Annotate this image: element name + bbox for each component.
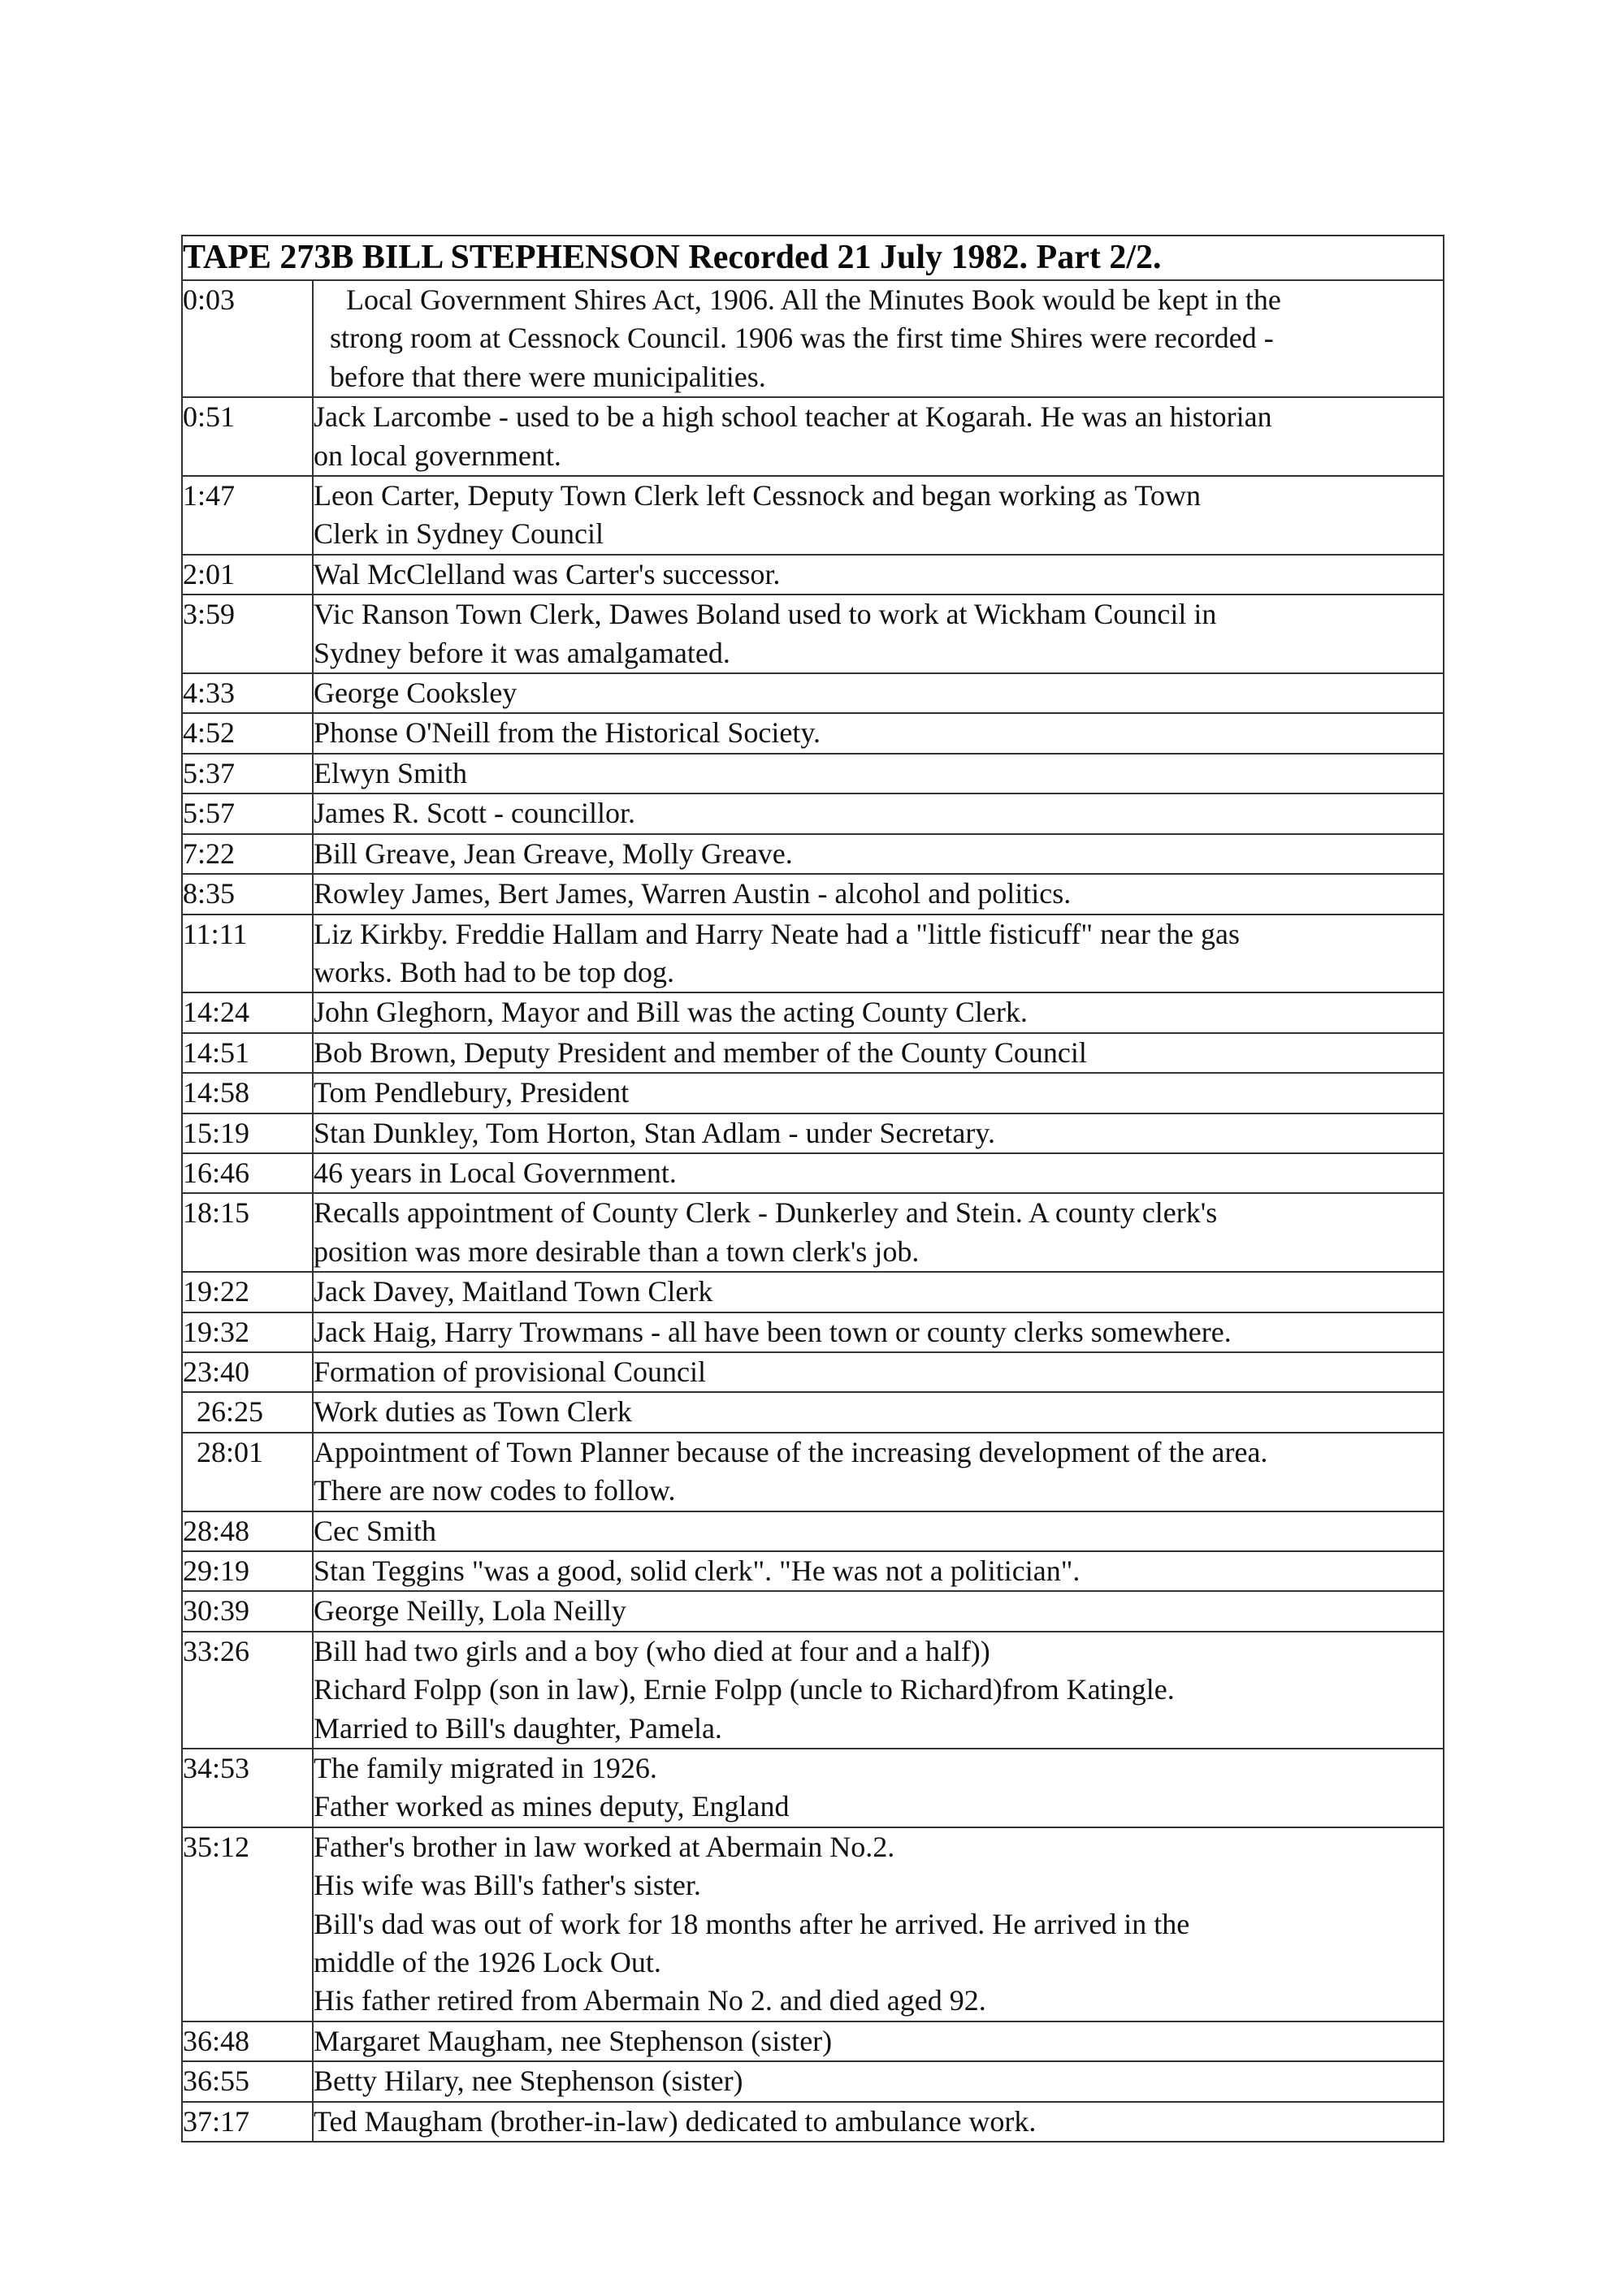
timestamp-cell: 19:22 bbox=[182, 1272, 313, 1312]
description-cell bbox=[313, 673, 1444, 713]
description-cell bbox=[313, 1591, 1444, 1631]
description-cell bbox=[313, 874, 1444, 914]
description-line: Rowley James, Bert James, Warren Austin - alcohol and politics. bbox=[314, 877, 1072, 910]
description-line: Recalls appointment of County Clerk - Dunkerley and Stein. A county clerk's bbox=[314, 1196, 1218, 1230]
table-row bbox=[182, 280, 1444, 397]
table-row bbox=[182, 915, 1444, 993]
timestamp-cell: 33:26 bbox=[182, 1632, 313, 1749]
table-row bbox=[182, 713, 1444, 753]
description-cell bbox=[313, 834, 1444, 874]
timestamp-cell: 0:51 bbox=[182, 397, 313, 476]
description-line: Betty Hilary, nee Stephenson (sister) bbox=[314, 2065, 743, 2098]
table-row bbox=[182, 874, 1444, 914]
description-line: George Neilly, Lola Neilly bbox=[314, 1594, 626, 1628]
timestamp-cell: 18:15 bbox=[182, 1193, 313, 1272]
description-cell bbox=[313, 1511, 1444, 1551]
description-line: Ted Maugham (brother-in-law) dedicated to ambulance work. bbox=[314, 2104, 1037, 2138]
description-line: works. Both had to be top dog. bbox=[314, 955, 674, 988]
timestamp-cell: 11:11 bbox=[182, 915, 313, 993]
description-cell bbox=[313, 1392, 1444, 1432]
timestamp-cell: 37:17 bbox=[182, 2102, 313, 2142]
description-cell bbox=[313, 713, 1444, 753]
description-cell bbox=[313, 1272, 1444, 1312]
timestamp-cell: 0:03 bbox=[182, 280, 313, 397]
table-row bbox=[182, 1312, 1444, 1352]
timestamp-cell: 34:53 bbox=[182, 1749, 313, 1827]
timestamp-cell: 4:52 bbox=[182, 713, 313, 753]
timestamp-cell: 19:32 bbox=[182, 1312, 313, 1352]
timestamp-cell: 5:37 bbox=[182, 754, 313, 793]
title-row bbox=[182, 236, 1444, 280]
description-cell bbox=[313, 1073, 1444, 1113]
description-line: His father retired from Abermain No 2. and died aged 92. bbox=[314, 1984, 986, 2017]
table-row bbox=[182, 1153, 1444, 1193]
timestamp-cell: 1:47 bbox=[182, 476, 313, 555]
description-cell bbox=[313, 476, 1444, 555]
table-row bbox=[182, 1272, 1444, 1312]
description-line: Appointment of Town Planner because of the increasing development of the area. bbox=[314, 1435, 1268, 1468]
table-row bbox=[182, 1193, 1444, 1272]
timestamp-cell: 23:40 bbox=[182, 1352, 313, 1392]
description-cell bbox=[313, 992, 1444, 1032]
log-entries bbox=[182, 280, 1444, 2142]
description-cell bbox=[313, 754, 1444, 793]
description-line: Bill Greave, Jean Greave, Molly Greave. bbox=[314, 837, 793, 870]
description-cell bbox=[313, 793, 1444, 833]
description-cell bbox=[313, 1749, 1444, 1827]
description-line: Richard Folpp (son in law), Ernie Folpp (uncle to Richard)from Katingle. bbox=[314, 1673, 1175, 1706]
description-cell bbox=[313, 595, 1444, 673]
description-line: There are now codes to follow. bbox=[314, 1474, 676, 1507]
timestamp-cell: 14:51 bbox=[182, 1033, 313, 1073]
description-line: Bill's dad was out of work for 18 months after he arrived. He arrived in the bbox=[314, 1907, 1190, 1940]
table-row bbox=[182, 476, 1444, 555]
timestamp-cell: 30:39 bbox=[182, 1591, 313, 1631]
description-line: middle of the 1926 Lock Out. bbox=[314, 1946, 661, 1979]
timestamp-cell: 28:48 bbox=[182, 1511, 313, 1551]
timestamp-cell: 14:58 bbox=[182, 1073, 313, 1113]
description-cell bbox=[313, 1433, 1444, 1511]
description-cell bbox=[313, 1632, 1444, 1749]
timestamp-cell: 29:19 bbox=[182, 1551, 313, 1591]
table-row bbox=[182, 992, 1444, 1032]
timestamp-cell: 2:01 bbox=[182, 555, 313, 595]
description-line: His wife was Bill's father's sister. bbox=[314, 1869, 701, 1902]
table-row bbox=[182, 595, 1444, 673]
table-row bbox=[182, 555, 1444, 595]
description-line: Stan Dunkley, Tom Horton, Stan Adlam - under Secretary. bbox=[314, 1116, 995, 1149]
description-cell bbox=[313, 1153, 1444, 1193]
description-line: Local Government Shires Act, 1906. All the Minutes Book would be kept in the bbox=[346, 283, 1281, 316]
table-row bbox=[182, 1827, 1444, 2021]
timestamp-cell: 5:57 bbox=[182, 793, 313, 833]
table-row bbox=[182, 2102, 1444, 2142]
description-line: John Gleghorn, Mayor and Bill was the acting County Clerk. bbox=[314, 996, 1028, 1029]
description-line: Work duties as Town Clerk bbox=[314, 1395, 632, 1429]
timestamp-cell: 36:48 bbox=[182, 2021, 313, 2061]
description-line: Leon Carter, Deputy Town Clerk left Cessnock and began working as Town bbox=[314, 479, 1201, 512]
description-line: Clerk in Sydney Council bbox=[314, 517, 604, 551]
timestamp-cell: 36:55 bbox=[182, 2061, 313, 2101]
description-line: Stan Teggins "was a good, solid clerk". "He was not a politician". bbox=[314, 1554, 1081, 1587]
description-line: James R. Scott - councillor. bbox=[314, 797, 635, 830]
description-line: Formation of provisional Council bbox=[314, 1355, 706, 1388]
table-row bbox=[182, 754, 1444, 793]
description-cell bbox=[313, 915, 1444, 993]
description-line: Elwyn Smith bbox=[314, 756, 468, 789]
document-title: TAPE 273B BILL STEPHENSON Recorded 21 July 1982. Part 2/2. bbox=[182, 236, 1444, 280]
description-line: Bill had two girls and a boy (who died at four and a half)) bbox=[314, 1634, 990, 1667]
description-cell bbox=[313, 1193, 1444, 1272]
description-line: Tom Pendlebury, President bbox=[314, 1076, 630, 1109]
table-row bbox=[182, 397, 1444, 476]
description-line: position was more desirable than a town clerk's job. bbox=[314, 1234, 920, 1268]
description-cell bbox=[313, 2061, 1444, 2101]
timestamp-cell: 28:01 bbox=[182, 1433, 313, 1511]
description-line: The family migrated in 1926. bbox=[314, 1752, 657, 1785]
description-cell bbox=[313, 397, 1444, 476]
table-row bbox=[182, 1632, 1444, 1749]
description-cell bbox=[313, 2021, 1444, 2061]
table-row bbox=[182, 1033, 1444, 1073]
description-line: Sydney before it was amalgamated. bbox=[314, 636, 730, 669]
description-cell bbox=[313, 1827, 1444, 2021]
table-row bbox=[182, 1511, 1444, 1551]
description-line: Liz Kirkby. Freddie Hallam and Harry Neate had a "little fisticuff" near the gas bbox=[314, 917, 1240, 950]
timestamp-cell: 3:59 bbox=[182, 595, 313, 673]
description-line: 46 years in Local Government. bbox=[314, 1156, 677, 1189]
table-row bbox=[182, 1352, 1444, 1392]
description-line: strong room at Cessnock Council. 1906 was the first time Shires were recorded - bbox=[330, 322, 1274, 355]
description-cell bbox=[313, 555, 1444, 595]
description-line: George Cooksley bbox=[314, 677, 518, 710]
timestamp-cell: 8:35 bbox=[182, 874, 313, 914]
description-line: Bob Brown, Deputy President and member of the County Council bbox=[314, 1036, 1087, 1069]
description-line: Cec Smith bbox=[314, 1514, 436, 1547]
description-cell bbox=[313, 1352, 1444, 1392]
timestamp-cell: 4:33 bbox=[182, 673, 313, 713]
description-line: Jack Larcombe - used to be a high school teacher at Kogarah. He was an historian bbox=[314, 400, 1272, 434]
description-line: Jack Davey, Maitland Town Clerk bbox=[314, 1275, 713, 1308]
description-cell bbox=[313, 1312, 1444, 1352]
description-line: on local government. bbox=[314, 439, 561, 472]
table-row bbox=[182, 834, 1444, 874]
description-line: Wal McClelland was Carter's successor. bbox=[314, 557, 781, 590]
timestamp-cell: 35:12 bbox=[182, 1827, 313, 2021]
table-row bbox=[182, 1591, 1444, 1631]
description-line: before that there were municipalities. bbox=[330, 360, 766, 393]
description-line: Margaret Maugham, nee Stephenson (sister) bbox=[314, 2024, 833, 2057]
description-cell bbox=[313, 2102, 1444, 2142]
table-row bbox=[182, 1551, 1444, 1591]
table-row bbox=[182, 1113, 1444, 1153]
description-cell bbox=[313, 1113, 1444, 1153]
timestamp-cell: 15:19 bbox=[182, 1113, 313, 1153]
table-row bbox=[182, 1073, 1444, 1113]
description-line: Jack Haig, Harry Trowmans - all have been town or county clerks somewhere. bbox=[314, 1315, 1232, 1348]
description-line: Father's brother in law worked at Abermain No.2. bbox=[314, 1830, 895, 1863]
description-cell bbox=[313, 280, 1444, 397]
tape-log-table bbox=[181, 235, 1444, 2143]
table-row bbox=[182, 2021, 1444, 2061]
timestamp-cell: 14:24 bbox=[182, 992, 313, 1032]
timestamp-cell: 16:46 bbox=[182, 1153, 313, 1193]
description-line: Father worked as mines deputy, England bbox=[314, 1790, 790, 1823]
description-line: Vic Ranson Town Clerk, Dawes Boland used to work at Wickham Council in bbox=[314, 598, 1217, 631]
timestamp-cell: 26:25 bbox=[182, 1392, 313, 1432]
description-cell bbox=[313, 1551, 1444, 1591]
table-row bbox=[182, 793, 1444, 833]
timestamp-cell: 7:22 bbox=[182, 834, 313, 874]
table-row bbox=[182, 1749, 1444, 1827]
table-row bbox=[182, 1392, 1444, 1432]
table-row bbox=[182, 2061, 1444, 2101]
description-line: Phonse O'Neill from the Historical Society. bbox=[314, 716, 821, 750]
description-cell bbox=[313, 1033, 1444, 1073]
description-line: Married to Bill's daughter, Pamela. bbox=[314, 1711, 722, 1745]
table-row bbox=[182, 673, 1444, 713]
table-row bbox=[182, 1433, 1444, 1511]
